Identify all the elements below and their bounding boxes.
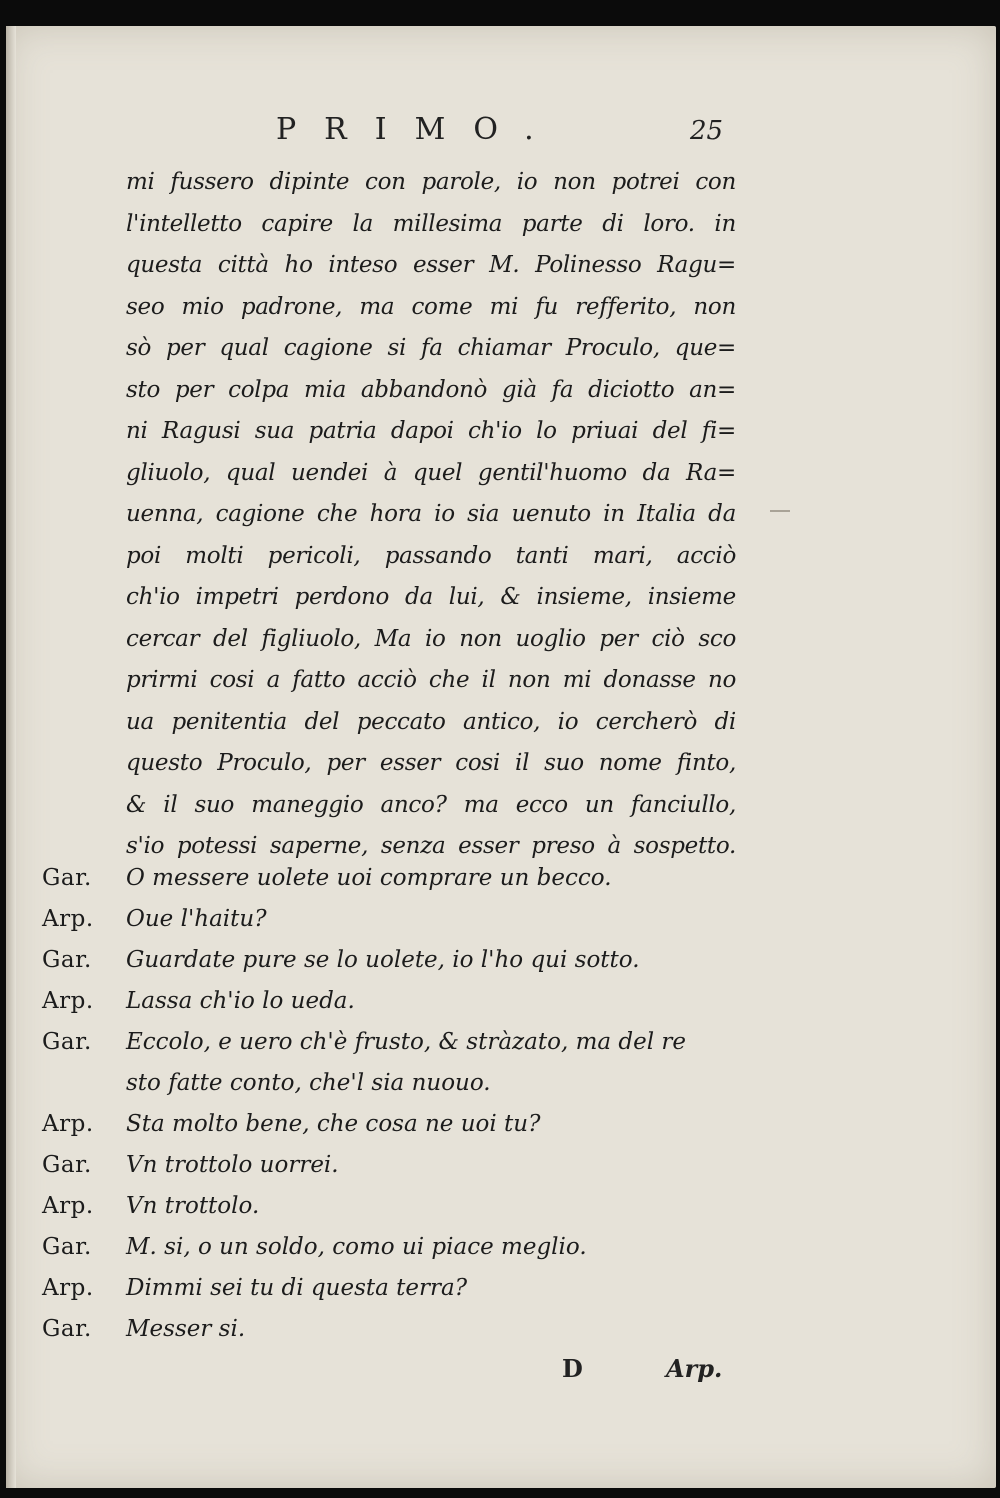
text-line: questa città ho inteso esser M. Polinesso Ragu= xyxy=(126,252,736,278)
dialogue-entry xyxy=(42,1268,742,1309)
speech-line: M. si, o un soldo, como ui piace meglio. xyxy=(126,1234,587,1260)
signature-mark: D xyxy=(562,1354,583,1383)
speech xyxy=(126,1145,742,1186)
speech-line: sto fatte conto, che'l sia nuouo. xyxy=(126,1070,491,1096)
speech xyxy=(126,940,742,981)
catchword: Arp. xyxy=(666,1354,723,1383)
dialogue-entry xyxy=(42,981,742,1022)
text-line: uenna, cagione che hora io sia uenuto in Italia da xyxy=(126,501,736,527)
speech xyxy=(126,1309,742,1350)
speaker-label: Arp. xyxy=(42,906,94,932)
dialogue-entry xyxy=(42,1309,742,1350)
speech xyxy=(126,858,742,899)
text-line: ch'io impetri perdono da lui, & insieme, insieme xyxy=(126,584,736,610)
speaker-label: Gar. xyxy=(42,947,92,973)
speech xyxy=(126,1104,742,1145)
prose-block xyxy=(126,162,736,868)
text-line: sto per colpa mia abbandonò già fa diciotto an= xyxy=(126,376,736,403)
dialogue-entry xyxy=(42,940,742,981)
speaker-label: Arp. xyxy=(42,1275,94,1301)
text-line: poi molti pericoli, passando tanti mari, acciò xyxy=(126,542,736,569)
dialogue-entry xyxy=(42,1227,742,1268)
speech-line: Vn trottolo. xyxy=(126,1193,260,1219)
running-head: PRIMO. xyxy=(276,112,562,147)
dialogue-entry xyxy=(42,899,742,940)
speaker-label: Gar. xyxy=(42,1152,92,1178)
dialogue-entry xyxy=(42,858,742,899)
speech xyxy=(126,1268,742,1309)
text-line: & il suo maneggio anco? ma ecco un fanciullo, xyxy=(126,791,736,818)
speech-line: Sta molto bene, che cosa ne uoi tu? xyxy=(126,1111,541,1137)
speech xyxy=(126,1227,742,1268)
speech-line: Guardate pure se lo uolete, io l'ho qui sotto. xyxy=(126,947,640,973)
text-line: cercar del figliuolo, Ma io non uoglio per ciò sco xyxy=(126,625,736,652)
dialogue-block xyxy=(42,858,742,1350)
book-page xyxy=(6,26,996,1488)
text-line: mi fussero dipinte con parole, io non potrei con xyxy=(126,169,736,195)
dialogue-entry xyxy=(42,1186,742,1227)
speaker-label: Gar. xyxy=(42,1029,92,1055)
speech xyxy=(126,1186,742,1227)
text-line: questo Proculo, per esser cosi il suo nome finto, xyxy=(126,750,736,776)
speaker-label: Arp. xyxy=(42,1193,94,1219)
dialogue-entry xyxy=(42,1145,742,1186)
speech xyxy=(126,899,742,940)
speaker-label: Gar. xyxy=(42,1316,92,1342)
speaker-label: Gar. xyxy=(42,865,92,891)
speech-line: Lassa ch'io lo ueda. xyxy=(126,988,355,1014)
text-line: l'intelletto capire la millesima parte di loro. in xyxy=(126,210,736,237)
page-gutter-shadow xyxy=(6,26,16,1488)
dialogue-entry xyxy=(42,1104,742,1145)
page-footer xyxy=(6,1354,996,1394)
speech-line: Dimmi sei tu di questa terra? xyxy=(126,1275,468,1301)
speech-line: Vn trottolo uorrei. xyxy=(126,1152,339,1178)
speaker-label: Gar. xyxy=(42,1234,92,1260)
page-header xyxy=(6,112,996,152)
text-line: ua penitentia del peccato antico, io cercherò di xyxy=(126,708,736,735)
speech-line: Messer si. xyxy=(126,1316,246,1342)
text-line: seo mio padrone, ma come mi fu refferito, non xyxy=(126,293,736,320)
speech xyxy=(126,981,742,1022)
speech-line: O messere uolete uoi comprare un becco. xyxy=(126,865,612,891)
speech xyxy=(126,1022,742,1104)
page-number: 25 xyxy=(690,116,724,146)
text-line: sò per qual cagione si fa chiamar Proculo, que= xyxy=(126,335,736,361)
speech-line: Eccolo, e uero ch'è frusto, & stràzato, ma del re xyxy=(126,1029,687,1055)
text-line: gliuolo, qual uendei à quel gentil'huomo da Ra= xyxy=(126,459,736,486)
speaker-label: Arp. xyxy=(42,988,94,1014)
speaker-label: Arp. xyxy=(42,1111,94,1137)
text-line: prirmi cosi a fatto acciò che il non mi donasse no xyxy=(126,667,736,693)
speech-line: Oue l'haitu? xyxy=(126,906,267,932)
dialogue-entry xyxy=(42,1022,742,1104)
text-line: s'io potessi saperne, senza esser preso à sospetto. xyxy=(126,833,736,859)
text-line: ni Ragusi sua patria dapoi ch'io lo priuai del fi= xyxy=(126,418,736,444)
margin-mark xyxy=(770,510,790,512)
